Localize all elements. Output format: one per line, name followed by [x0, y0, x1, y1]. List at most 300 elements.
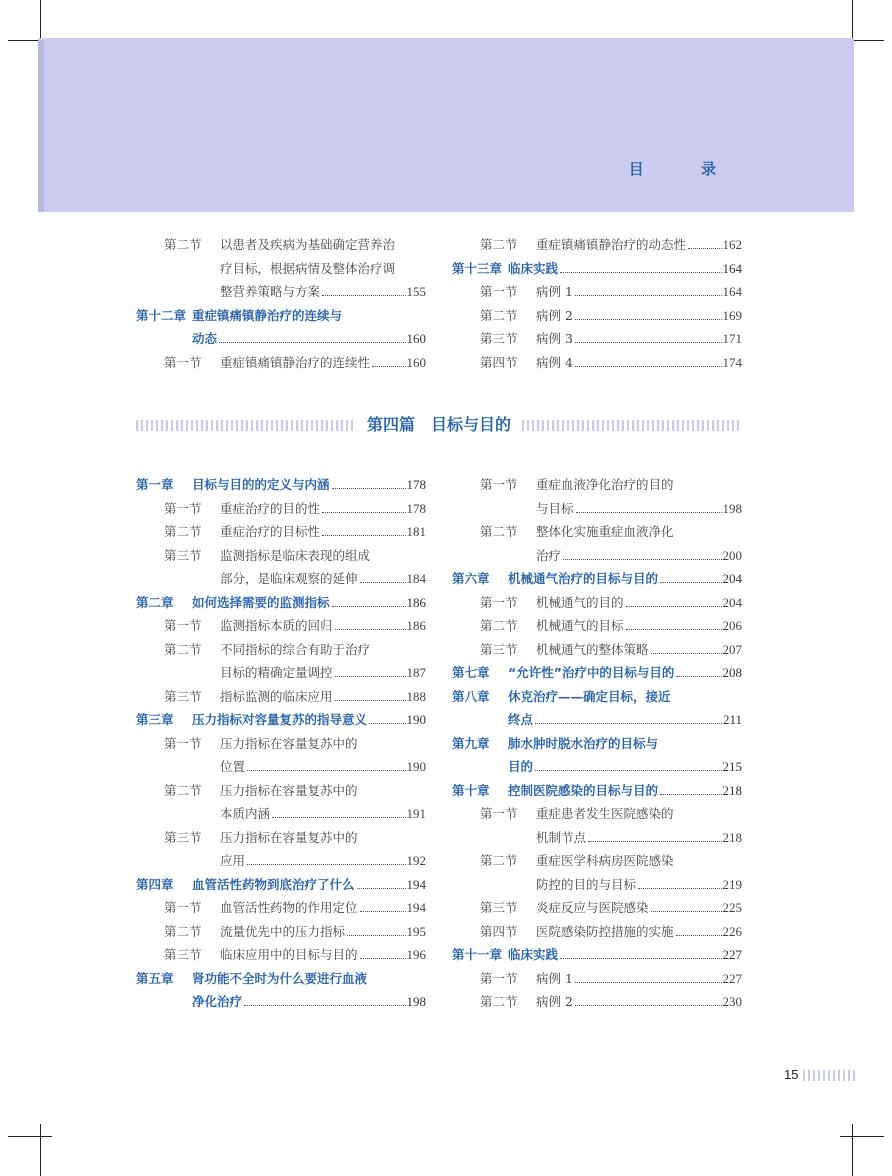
toc-column-bottom-right: [452, 473, 742, 1014]
toc-entry-prefix: 第二节: [164, 923, 202, 939]
toc-section-entry[interactable]: [136, 920, 426, 944]
toc-entry-prefix: 第一节: [480, 970, 518, 986]
toc-entry-title: 以患者及疾病为基础确定营养治: [220, 237, 396, 252]
toc-entry-title: 炎症反应与医院感染: [536, 900, 649, 915]
toc-leader-dots: [535, 770, 721, 771]
toc-entry-prefix: 第一章: [136, 477, 174, 492]
toc-entry-line: [452, 233, 742, 257]
toc-section-entry[interactable]: [452, 520, 742, 567]
toc-entry-prefix: 第一节: [480, 284, 518, 299]
toc-section-entry[interactable]: [452, 327, 742, 351]
toc-leader-dots: [272, 817, 405, 818]
toc-page-number: 206: [722, 618, 742, 633]
part-heading: [136, 412, 742, 438]
toc-entry-title: 压力指标在容量复苏中的: [220, 782, 358, 798]
toc-entry-line: [452, 591, 742, 615]
toc-entry-title: 重症治疗的目的性: [220, 500, 321, 516]
toc-entry-prefix: 第四章: [136, 876, 174, 892]
toc-entry-prefix: 第一节: [164, 735, 202, 751]
header-band: [38, 38, 854, 212]
toc-entry-prefix: 第十三章: [452, 260, 503, 276]
toc-section-entry[interactable]: [136, 351, 426, 375]
toc-section-entry[interactable]: [136, 614, 426, 638]
part-title: 第四篇 目标与目的: [366, 415, 511, 434]
toc-entry-line: [452, 708, 742, 732]
toc-entry-title: 血管活性药物到底治疗了什么: [192, 876, 355, 892]
toc-page-number: 218: [722, 829, 742, 845]
toc-chapter-entry[interactable]: [452, 257, 742, 281]
toc-entry-title: 治疗: [536, 547, 562, 563]
toc-entry-line: [452, 685, 742, 709]
toc-entry-prefix: 第四节: [480, 354, 518, 370]
toc-entry-prefix: 第一节: [480, 594, 518, 610]
toc-entry-title: 重症患者发生医院感染的: [536, 806, 674, 821]
toc-leader-dots: [332, 606, 406, 607]
toc-leader-dots: [335, 676, 406, 677]
toc-entry-prefix: 第十章: [452, 782, 490, 798]
toc-page-number: 194: [406, 876, 426, 892]
toc-chapter-entry[interactable]: [136, 304, 426, 351]
toc-entry-line: [136, 233, 426, 257]
toc-entry-title: 压力指标在容量复苏中的: [220, 735, 358, 751]
toc-section-entry[interactable]: [452, 280, 742, 304]
toc-entry-prefix: 第三节: [164, 829, 202, 845]
toc-section-entry[interactable]: [136, 732, 426, 779]
toc-section-entry[interactable]: [452, 920, 742, 944]
toc-entry-line: [452, 638, 742, 662]
toc-entry-line: [136, 520, 426, 544]
toc-entry-prefix: 第二章: [136, 594, 174, 610]
toc-entry-title: 动态: [192, 331, 218, 346]
toc-leader-dots: [247, 864, 405, 865]
toc-entry-title: 机械通气的目的: [536, 594, 624, 610]
toc-section-entry[interactable]: [452, 802, 742, 849]
toc-page-number: 207: [722, 641, 742, 657]
toc-leader-dots: [688, 248, 721, 249]
toc-entry-prefix: 第三节: [480, 641, 518, 657]
toc-page-number: 162: [722, 237, 742, 252]
toc-entry-title: 目的: [508, 759, 534, 774]
toc-entry-line: [452, 732, 742, 756]
toc-entry-title: “允许性”治疗中的目标与目的: [508, 665, 675, 680]
toc-page-number: 194: [406, 900, 426, 915]
toc-entry-prefix: 第一节: [480, 806, 518, 821]
toc-column-bottom-left: [136, 473, 426, 1014]
toc-entry-line: [136, 567, 426, 591]
toc-entry-title: 血管活性药物的作用定位: [220, 900, 358, 915]
toc-page-number: 192: [406, 853, 426, 868]
toc-entry-title: 机制节点: [536, 829, 587, 845]
toc-entry-title: 病例 1: [536, 284, 573, 299]
toc-entry-title: 流量优先中的压力指标: [220, 923, 346, 939]
toc-entry-prefix: 第十一章: [452, 947, 503, 962]
toc-entry-line: [136, 708, 426, 732]
toc-leader-dots: [676, 676, 721, 677]
toc-entry-line: [136, 638, 426, 662]
toc-entry-title: 指标监测的临床应用: [220, 688, 333, 704]
toc-section-entry[interactable]: [452, 473, 742, 520]
toc-leader-dots: [575, 295, 722, 296]
crop-mark: [840, 1136, 884, 1137]
toc-entry-title: 本质内涵: [220, 806, 271, 821]
toc-page-number: 226: [722, 923, 742, 939]
toc-leader-dots: [575, 982, 722, 983]
toc-section-entry[interactable]: [136, 544, 426, 591]
toc-leader-dots: [322, 512, 405, 513]
toc-section-entry[interactable]: [452, 896, 742, 920]
toc-entry-title: 如何选择需要的监测指标: [192, 594, 330, 610]
toc-leader-dots: [360, 958, 406, 959]
toc-column-top-left: [136, 233, 426, 374]
toc-entry-title: 病例 3: [536, 331, 573, 346]
toc-entry-title: 压力指标对容量复苏的指导意义: [192, 712, 368, 727]
toc-section-entry[interactable]: [136, 685, 426, 709]
toc-entry-line: [136, 473, 426, 497]
toc-entry-line: [452, 351, 742, 375]
toc-entry-prefix: 第一节: [164, 900, 202, 915]
toc-entry-prefix: 第三节: [480, 331, 518, 346]
toc-entry-title: 机械通气治疗的目标与目的: [508, 571, 659, 586]
toc-page-number: 181: [406, 524, 426, 539]
toc-page-number: 198: [406, 994, 426, 1009]
toc-entry-line: [136, 873, 426, 897]
toc-entry-prefix: 第二节: [164, 782, 202, 798]
toc-entry-title: 病例 1: [536, 970, 573, 986]
toc-entry-title: 肺水肿时脱水治疗的目标与: [508, 735, 659, 751]
toc-entry-prefix: 第二节: [480, 307, 518, 323]
toc-entry-line: [452, 873, 742, 897]
toc-leader-dots: [347, 935, 405, 936]
crop-mark: [852, 1124, 853, 1176]
toc-entry-title: 临床应用中的目标与目的: [220, 947, 358, 962]
toc-page-number: 219: [722, 876, 742, 892]
toc-leader-dots: [651, 911, 722, 912]
toc-entry-title: 重症医学科病房医院感染: [536, 853, 674, 868]
toc-page-number: 195: [406, 923, 426, 939]
toc-leader-dots: [575, 1005, 722, 1006]
toc-entry-prefix: 第二节: [164, 237, 202, 252]
toc-entry-line: [452, 614, 742, 638]
page-number: 15: [784, 1067, 799, 1082]
toc-entry-line: [452, 520, 742, 544]
toc-entry-title: 压力指标在容量复苏中的: [220, 829, 358, 845]
toc-entry-title: 目标的精确定量调控: [220, 665, 333, 680]
toc-entry-line: [452, 473, 742, 497]
toc-page-number: 190: [406, 759, 426, 774]
toc-leader-dots: [575, 366, 722, 367]
toc-entry-title: 重症镇痛镇静治疗的连续与: [192, 307, 343, 323]
toc-entry-prefix: 第五章: [136, 970, 174, 986]
toc-section-entry[interactable]: [452, 233, 742, 257]
toc-leader-dots: [626, 629, 722, 630]
toc-page-number: 174: [722, 354, 742, 370]
toc-section-entry[interactable]: [136, 497, 426, 521]
toc-entry-line: [452, 779, 742, 803]
toc-entry-line: [452, 896, 742, 920]
toc-section-entry[interactable]: [136, 896, 426, 920]
toc-chapter-entry[interactable]: [452, 779, 742, 803]
toc-entry-prefix: 第二节: [480, 994, 518, 1009]
toc-entry-line: [452, 849, 742, 873]
toc-entry-title: 终点: [508, 712, 534, 727]
toc-page-number: 198: [722, 500, 742, 516]
toc-entry-prefix: 第一节: [480, 477, 518, 492]
toc-section-entry[interactable]: [136, 779, 426, 826]
toc-page-number: 171: [722, 331, 742, 346]
toc-entry-prefix: 第二节: [480, 237, 518, 252]
toc-page-number: 188: [406, 688, 426, 704]
toc-entry-line: [136, 591, 426, 615]
toc-leader-dots: [651, 653, 722, 654]
toc-leader-dots: [563, 559, 721, 560]
toc-entry-line: [452, 280, 742, 304]
toc-leader-dots: [626, 606, 722, 607]
toc-entry-title: 机械通气的目标: [536, 618, 624, 633]
toc-leader-dots: [322, 295, 405, 296]
toc-entry-line: [452, 967, 742, 991]
toc-entry-title: 位置: [220, 759, 246, 774]
toc-leader-dots: [588, 841, 721, 842]
toc-leader-dots: [535, 723, 722, 724]
toc-entry-line: [452, 661, 742, 685]
toc-page-number: 178: [406, 477, 426, 492]
toc-page-number: 187: [406, 665, 426, 680]
toc-entry-line: [136, 327, 426, 351]
toc-entry-line: [452, 327, 742, 351]
toc-entry-line: [452, 497, 742, 521]
toc-entry-title: 肾功能不全时为什么要进行血液: [192, 970, 368, 986]
toc-page-number: 184: [406, 571, 426, 586]
toc-leader-dots: [247, 770, 405, 771]
toc-page-number: 190: [406, 712, 426, 727]
toc-section-entry[interactable]: [136, 943, 426, 967]
toc-section-entry[interactable]: [452, 990, 742, 1014]
toc-entry-line: [452, 755, 742, 779]
toc-leader-dots: [660, 582, 721, 583]
toc-chapter-entry[interactable]: [452, 685, 742, 732]
toc-entry-prefix: 第六章: [452, 571, 490, 586]
toc-chapter-entry[interactable]: [136, 873, 426, 897]
toc-page-number: 186: [406, 618, 426, 633]
toc-chapter-entry[interactable]: [452, 567, 742, 591]
toc-leader-dots: [676, 935, 722, 936]
header-band-shadow: [38, 40, 44, 212]
toc-entry-title: 整营养策略与方案: [220, 284, 321, 299]
crop-mark: [8, 1136, 52, 1137]
toc-entry-prefix: 第八章: [452, 688, 490, 704]
toc-chapter-entry[interactable]: [136, 591, 426, 615]
toc-entry-line: [452, 257, 742, 281]
toc-entry-line: [452, 567, 742, 591]
page-number-hatch: [803, 1070, 855, 1081]
toc-entry-prefix: 第二节: [164, 524, 202, 539]
toc-section-entry[interactable]: [136, 826, 426, 873]
toc-leader-dots: [322, 535, 405, 536]
crop-mark: [40, 1124, 41, 1176]
toc-entry-line: [136, 920, 426, 944]
toc-entry-line: [136, 967, 426, 991]
toc-page-number: 196: [406, 947, 426, 962]
toc-chapter-entry[interactable]: [136, 473, 426, 497]
toc-page-number: 227: [722, 947, 742, 962]
toc-chapter-entry[interactable]: [452, 732, 742, 779]
toc-page-number: 160: [406, 354, 426, 370]
toc-entry-title: 与目标: [536, 500, 574, 516]
toc-entry-prefix: 第三节: [480, 900, 518, 915]
toc-section-entry[interactable]: [452, 304, 742, 328]
toc-chapter-entry[interactable]: [136, 967, 426, 1014]
toc-page-number: 218: [722, 782, 742, 798]
toc-leader-dots: [560, 958, 721, 959]
toc-entry-title: 监测指标本质的回归: [220, 618, 333, 633]
toc-entry-prefix: 第二节: [480, 853, 518, 868]
toc-entry-prefix: 第一节: [164, 618, 202, 633]
toc-entry-line: [452, 943, 742, 967]
toc-section-entry[interactable]: [452, 591, 742, 615]
toc-entry-line: [136, 732, 426, 756]
toc-page-number: 211: [722, 712, 742, 727]
toc-entry-title: 目标与目的的定义与内涵: [192, 477, 330, 492]
toc-leader-dots: [357, 888, 406, 889]
toc-leader-dots: [335, 629, 406, 630]
toc-page-number: 200: [722, 547, 742, 563]
toc-leader-dots: [575, 319, 722, 320]
toc-entry-title: 整体化实施重症血液净化: [536, 524, 674, 539]
toc-entry-prefix: 第七章: [452, 665, 490, 680]
toc-page-number: 208: [722, 665, 742, 680]
toc-entry-title: 应用: [220, 853, 246, 868]
toc-entry-line: [136, 685, 426, 709]
toc-section-entry[interactable]: [452, 351, 742, 375]
toc-leader-dots: [560, 272, 721, 273]
toc-entry-prefix: 第九章: [452, 735, 490, 751]
toc-entry-title: 控制医院感染的目标与目的: [508, 782, 659, 798]
toc-chapter-entry[interactable]: [452, 661, 742, 685]
toc-leader-dots: [660, 794, 721, 795]
toc-page-number: 227: [722, 970, 742, 986]
toc-entry-title: 临床实践: [508, 947, 559, 962]
toc-page-number: 225: [722, 900, 742, 915]
toc-leader-dots: [575, 342, 722, 343]
toc-entry-title: 防控的目的与目标: [536, 876, 637, 892]
toc-entry-title: 不同指标的综合有助于治疗: [220, 641, 371, 657]
toc-entry-line: [136, 351, 426, 375]
toc-entry-line: [136, 849, 426, 873]
toc-page-number: 186: [406, 594, 426, 610]
toc-page-number: 169: [722, 307, 742, 323]
toc-entry-title: 重症镇痛镇静治疗的连续性: [220, 354, 371, 370]
toc-entry-line: [136, 826, 426, 850]
toc-leader-dots: [244, 1005, 405, 1006]
toc-entry-line: [136, 802, 426, 826]
toc-entry-prefix: 第三节: [164, 688, 202, 704]
toc-entry-line: [452, 802, 742, 826]
toc-page-number: 155: [406, 284, 426, 299]
toc-entry-title: 医院感染防控措施的实施: [536, 923, 674, 939]
toc-page-number: 191: [406, 806, 426, 821]
toc-entry-line: [452, 990, 742, 1014]
toc-entry-line: [452, 544, 742, 568]
toc-entry-line: [136, 304, 426, 328]
toc-leader-dots: [335, 700, 406, 701]
toc-entry-line: [136, 943, 426, 967]
toc-section-entry[interactable]: [452, 614, 742, 638]
toc-entry-prefix: 第三章: [136, 712, 174, 727]
toc-entry-line: [136, 280, 426, 304]
toc-page-number: 230: [722, 994, 742, 1009]
page-title: 目 录: [628, 160, 742, 178]
toc-entry-line: [136, 990, 426, 1014]
toc-entry-line: [452, 304, 742, 328]
toc-entry-prefix: 第三节: [164, 947, 202, 962]
toc-entry-prefix: 第一节: [164, 354, 202, 370]
toc-entry-line: [136, 779, 426, 803]
toc-entry-title: 监测指标是临床表现的组成: [220, 547, 371, 563]
toc-column-top-right: [452, 233, 742, 374]
toc-entry-line: [452, 920, 742, 944]
toc-section-entry[interactable]: [136, 520, 426, 544]
toc-entry-title: 临床实践: [508, 260, 559, 276]
toc-page-number: 204: [722, 571, 742, 586]
toc-section-entry[interactable]: [452, 638, 742, 662]
toc-leader-dots: [360, 911, 406, 912]
toc-entry-title: 病例 4: [536, 354, 573, 370]
toc-page-number: 204: [722, 594, 742, 610]
toc-leader-dots: [332, 488, 406, 489]
toc-entry-prefix: 第二节: [164, 641, 202, 657]
toc-entry-line: [452, 826, 742, 850]
toc-section-entry[interactable]: [452, 849, 742, 896]
toc-leader-dots: [219, 342, 405, 343]
toc-page-number: 178: [406, 500, 426, 516]
toc-entry-line: [136, 497, 426, 521]
toc-entry-prefix: 第四节: [480, 923, 518, 939]
toc-entry-title: 重症治疗的目标性: [220, 524, 321, 539]
toc-leader-dots: [360, 582, 406, 583]
toc-section-entry[interactable]: [136, 638, 426, 685]
toc-entry-line: [136, 755, 426, 779]
toc-chapter-entry[interactable]: [452, 943, 742, 967]
toc-page-number: 164: [722, 260, 742, 276]
toc-entry-prefix: 第二节: [480, 524, 518, 539]
toc-page-number: 160: [406, 331, 426, 346]
toc-entry-prefix: 第二节: [480, 618, 518, 633]
toc-section-entry[interactable]: [452, 967, 742, 991]
toc-section-entry[interactable]: [136, 233, 426, 304]
toc-entry-prefix: 第三节: [164, 547, 202, 563]
toc-entry-title: 休克治疗——确定目标，接近: [508, 688, 671, 704]
toc-entry-line: [136, 661, 426, 685]
toc-chapter-entry[interactable]: [136, 708, 426, 732]
toc-entry-title: 疗目标，根据病情及整体治疗调: [220, 260, 396, 276]
toc-entry-title: 机械通气的整体策略: [536, 641, 649, 657]
toc-entry-line: [136, 544, 426, 568]
toc-leader-dots: [638, 888, 721, 889]
toc-entry-line: [136, 614, 426, 638]
toc-page-number: 164: [722, 284, 742, 299]
toc-entry-line: [136, 896, 426, 920]
toc-leader-dots: [369, 723, 405, 724]
toc-leader-dots: [372, 366, 405, 367]
toc-entry-prefix: 第一节: [164, 500, 202, 516]
toc-entry-title: 病例 2: [536, 307, 573, 323]
toc-entry-title: 净化治疗: [192, 994, 243, 1009]
toc-entry-title: 病例 2: [536, 994, 573, 1009]
toc-entry-prefix: 第十二章: [136, 307, 187, 323]
toc-leader-dots: [576, 512, 722, 513]
toc-entry-title: 重症血液净化治疗的目的: [536, 477, 674, 492]
toc-page-number: 215: [722, 759, 742, 774]
